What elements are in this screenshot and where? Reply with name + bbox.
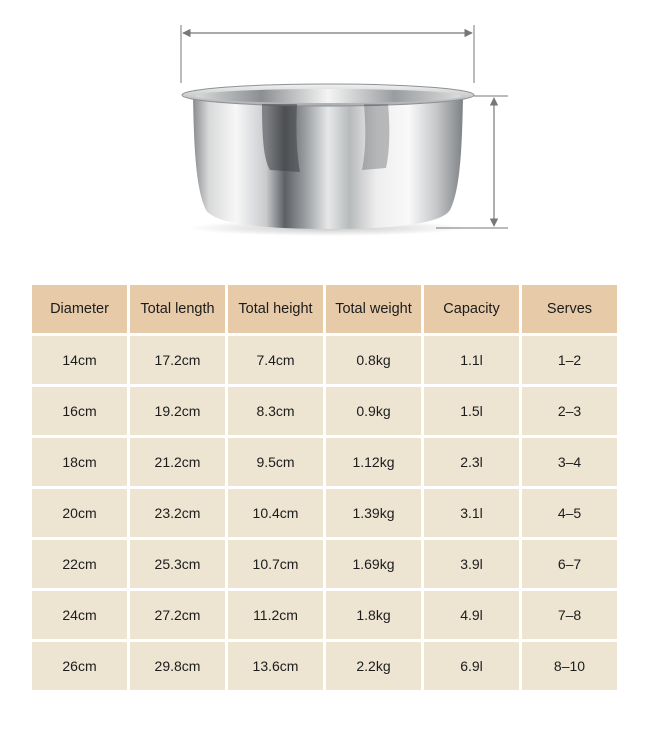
table-header-row bbox=[32, 285, 618, 333]
table-row bbox=[32, 387, 618, 435]
cell-capacity: 2.3l bbox=[424, 438, 519, 486]
cell-total-weight: 1.39kg bbox=[326, 489, 421, 537]
table-row bbox=[32, 540, 618, 588]
cell-total-height: 13.6cm bbox=[228, 642, 323, 690]
cell-total-height: 10.7cm bbox=[228, 540, 323, 588]
cell-total-length: 27.2cm bbox=[130, 591, 225, 639]
cell-diameter: 14cm bbox=[32, 336, 127, 384]
header-serves: Serves bbox=[522, 285, 617, 333]
cell-total-height: 10.4cm bbox=[228, 489, 323, 537]
cell-total-weight: 1.69kg bbox=[326, 540, 421, 588]
cell-diameter: 26cm bbox=[32, 642, 127, 690]
cell-total-length: 19.2cm bbox=[130, 387, 225, 435]
cell-diameter: 24cm bbox=[32, 591, 127, 639]
cell-total-length: 21.2cm bbox=[130, 438, 225, 486]
cell-serves: 8–10 bbox=[522, 642, 617, 690]
cell-capacity: 3.1l bbox=[424, 489, 519, 537]
cell-total-length: 25.3cm bbox=[130, 540, 225, 588]
table-row bbox=[32, 642, 618, 690]
cell-total-height: 7.4cm bbox=[228, 336, 323, 384]
cell-total-weight: 1.8kg bbox=[326, 591, 421, 639]
cell-diameter: 20cm bbox=[32, 489, 127, 537]
size-table bbox=[32, 285, 618, 693]
cell-total-height: 8.3cm bbox=[228, 387, 323, 435]
cell-serves: 3–4 bbox=[522, 438, 617, 486]
cell-capacity: 4.9l bbox=[424, 591, 519, 639]
cell-serves: 6–7 bbox=[522, 540, 617, 588]
cell-total-length: 23.2cm bbox=[130, 489, 225, 537]
header-total-weight: Total weight bbox=[326, 285, 421, 333]
cell-serves: 2–3 bbox=[522, 387, 617, 435]
header-diameter: Diameter bbox=[32, 285, 127, 333]
cell-total-weight: 0.8kg bbox=[326, 336, 421, 384]
cell-capacity: 6.9l bbox=[424, 642, 519, 690]
cell-total-length: 29.8cm bbox=[130, 642, 225, 690]
table-row bbox=[32, 336, 618, 384]
cell-diameter: 22cm bbox=[32, 540, 127, 588]
cell-diameter: 16cm bbox=[32, 387, 127, 435]
stainless-steel-pot-icon bbox=[182, 84, 474, 236]
cell-total-weight: 1.12kg bbox=[326, 438, 421, 486]
cell-serves: 7–8 bbox=[522, 591, 617, 639]
cell-capacity: 3.9l bbox=[424, 540, 519, 588]
cell-total-length: 17.2cm bbox=[130, 336, 225, 384]
cell-total-weight: 0.9kg bbox=[326, 387, 421, 435]
header-total-length: Total length bbox=[130, 285, 225, 333]
header-total-height: Total height bbox=[228, 285, 323, 333]
cell-total-height: 9.5cm bbox=[228, 438, 323, 486]
table-row bbox=[32, 438, 618, 486]
cell-total-weight: 2.2kg bbox=[326, 642, 421, 690]
cell-total-height: 11.2cm bbox=[228, 591, 323, 639]
header-capacity: Capacity bbox=[424, 285, 519, 333]
cell-capacity: 1.1l bbox=[424, 336, 519, 384]
cell-capacity: 1.5l bbox=[424, 387, 519, 435]
table-row bbox=[32, 489, 618, 537]
cell-serves: 1–2 bbox=[522, 336, 617, 384]
pot-figure bbox=[0, 0, 658, 250]
cell-serves: 4–5 bbox=[522, 489, 617, 537]
cell-diameter: 18cm bbox=[32, 438, 127, 486]
table-row bbox=[32, 591, 618, 639]
width-dimension-arrow bbox=[181, 25, 474, 83]
